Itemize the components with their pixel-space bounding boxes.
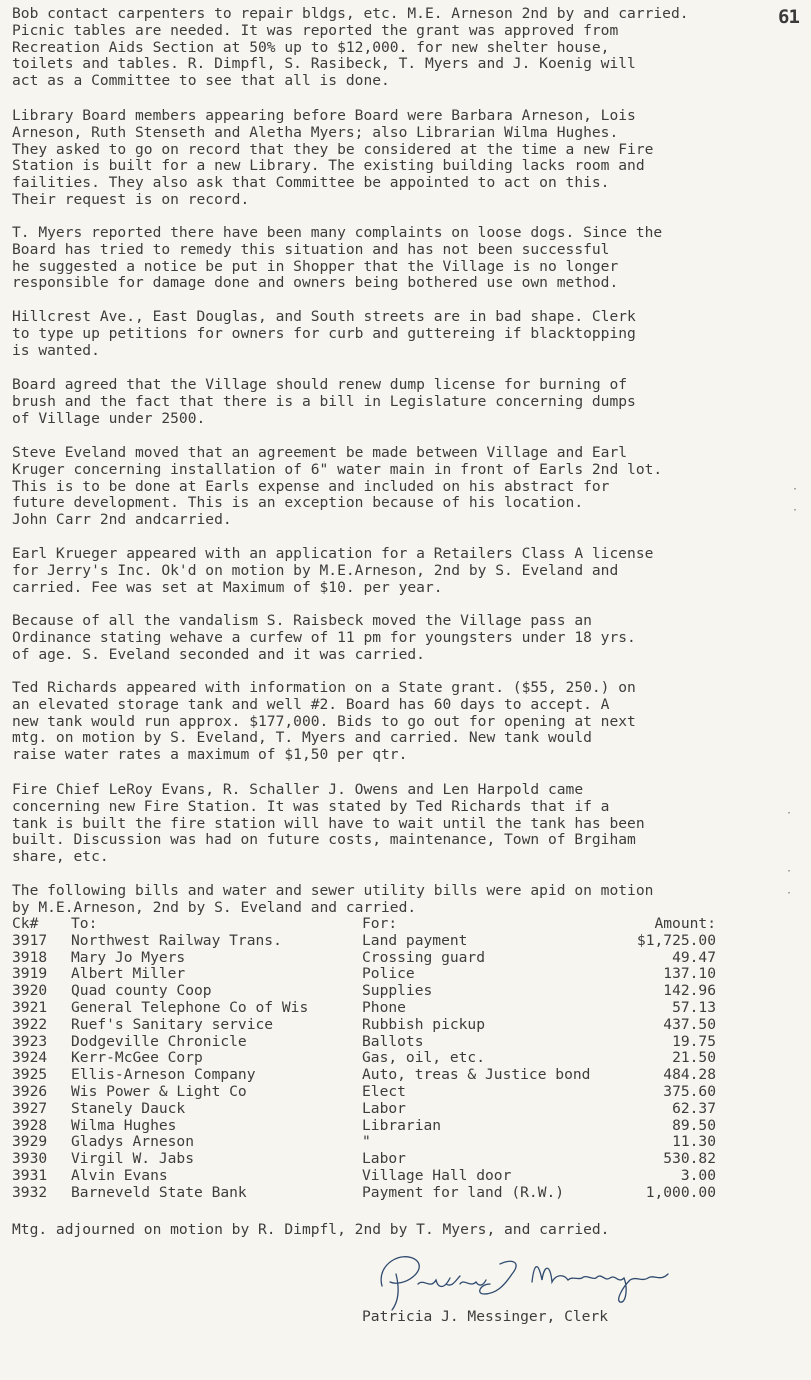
check-number: 3928 (12, 1116, 48, 1134)
paragraph-line: Fire Chief LeRoy Evans, R. Schaller J. Owens and Len Harpold came (12, 782, 584, 798)
table-row (12, 966, 732, 983)
minutes-paragraph (12, 883, 782, 917)
check-number: 3921 (12, 998, 48, 1016)
purpose: Rubbish pickup (362, 1015, 486, 1033)
check-number: 3929 (12, 1133, 48, 1151)
payee: Albert Miller (71, 965, 186, 983)
paragraph-line: The following bills and water and sewer utility bills were apid on motion (12, 883, 654, 899)
table-row (12, 1134, 732, 1151)
payee: Dodgeville Chronicle (71, 1032, 247, 1050)
paragraph-line: brush and the fact that there is a bill in Legislature concerning dumps (12, 393, 636, 410)
paragraph-line: tank is built the fire station will have to wait until the tank has been (12, 815, 645, 832)
clerk-name-line: Patricia J. Messinger, Clerk (362, 1308, 609, 1325)
check-number: 3918 (12, 948, 48, 966)
payee: Mary Jo Myers (71, 948, 186, 966)
purpose: Supplies (362, 982, 433, 1000)
paragraph-line: to type up petitions for owners for curb and guttereing if blacktopping (12, 325, 636, 342)
check-number: 3927 (12, 1099, 48, 1117)
amount: 57.13 (672, 998, 716, 1016)
paragraph-line: of age. S. Eveland seconded and it was carried. (12, 646, 425, 663)
paragraph-line: Bob contact carpenters to repair bldgs, etc. M.E. Arneson 2nd by and carried. (12, 6, 689, 22)
payee: Alvin Evans (71, 1166, 168, 1184)
paragraph-line: Steve Eveland moved that an agreement be made between Village and Earl (12, 445, 628, 461)
paragraph-line: Their request is on record. (12, 191, 250, 208)
paragraph-line: for Jerry's Inc. Ok'd on motion by M.E.Arneson, 2nd by S. Eveland and (12, 562, 619, 579)
check-number: 3923 (12, 1032, 48, 1050)
purpose: Police (362, 965, 415, 983)
paragraph-line: built. Discussion was had on future costs, maintenance, Town of Brgiham (12, 832, 636, 849)
paragraph-line: he suggested a notice be put in Shopper that the Village is no longer (12, 258, 619, 275)
paragraph-line: new tank would run approx. $177,000. Bids to go out for opening at next (12, 713, 636, 730)
purpose: Payment for land (R.W.) (362, 1183, 565, 1201)
amount: 3.00 (680, 1166, 716, 1184)
table-row (12, 1017, 732, 1034)
paragraph-line: raise water rates a maximum of $1,50 per qtr. (12, 747, 408, 764)
minutes-paragraph (12, 225, 782, 292)
paragraph-line: is wanted. (12, 342, 100, 359)
payee: Ruef's Sanitary service (71, 1015, 274, 1033)
paragraph-line: Arneson, Ruth Stenseth and Aletha Myers; also Librarian Wilma Hughes. (12, 124, 619, 141)
amount-header: Amount: (654, 915, 716, 932)
amount: 437.50 (663, 1015, 716, 1033)
check-number: 3920 (12, 982, 48, 1000)
check-number: 3931 (12, 1166, 48, 1184)
margin-mark: · (792, 484, 799, 495)
table-row (12, 933, 732, 950)
purpose: Village Hall door (362, 1166, 512, 1184)
minutes-paragraph (12, 377, 782, 427)
bills-header-row (12, 916, 732, 933)
table-row (12, 1000, 732, 1017)
paragraph-line: failities. They also ask that Committee be appointed to act on this. (12, 175, 610, 192)
to-header: To: (71, 915, 98, 932)
amount: 11.30 (672, 1133, 716, 1151)
paragraph-line: share, etc. (12, 849, 109, 866)
payee: Ellis-Arneson Company (71, 1066, 256, 1084)
purpose: Librarian (362, 1116, 442, 1134)
payee: General Telephone Co of Wis (71, 998, 309, 1016)
payee: Quad county Coop (71, 982, 212, 1000)
check-number: 3932 (12, 1183, 48, 1201)
check-number: 3922 (12, 1015, 48, 1033)
amount: 1,000.00 (645, 1183, 716, 1201)
paragraph-line: Because of all the vandalism S. Raisbeck moved the Village pass an (12, 613, 592, 629)
payee: Stanely Dauck (71, 1099, 186, 1117)
purpose: Auto, treas & Justice bond (362, 1066, 591, 1084)
paragraph-line: toilets and tables. R. Dimpfl, S. Rasibeck, T. Myers and J. Koenig will (12, 56, 636, 73)
paragraph-line: act as a Committee to see that all is done. (12, 73, 390, 90)
amount: 530.82 (663, 1150, 716, 1168)
check-number: 3930 (12, 1150, 48, 1168)
table-row (12, 1101, 732, 1118)
margin-mark: · (786, 808, 793, 819)
amount: 137.10 (663, 965, 716, 983)
table-row (12, 983, 732, 1000)
payee: Kerr-McGee Corp (71, 1049, 203, 1067)
payee: Virgil W. Jabs (71, 1150, 195, 1168)
check-number: 3924 (12, 1049, 48, 1067)
paragraph-line: future development. This is an exception because of his location. (12, 495, 584, 512)
paragraph-line: T. Myers reported there have been many complaints on loose dogs. Since the (12, 225, 663, 241)
table-row (12, 950, 732, 967)
check-number: 3917 (12, 931, 48, 949)
paragraph-line: mtg. on motion by S. Eveland, T. Myers and carried. New tank would (12, 730, 592, 747)
for-header: For: (362, 915, 398, 932)
minutes-paragraph (12, 309, 782, 359)
purpose: Elect (362, 1082, 406, 1100)
amount: 484.28 (663, 1066, 716, 1084)
paragraph-line: Earl Krueger appeared with an application for a Retailers Class A license (12, 546, 654, 562)
purpose: Gas, oil, etc. (362, 1049, 486, 1067)
paragraph-line: Library Board members appearing before Board were Barbara Arneson, Lois (12, 108, 636, 124)
table-row (12, 1067, 732, 1084)
amount: 19.75 (672, 1032, 716, 1050)
paragraph-line: by M.E.Arneson, 2nd by S. Eveland and carried. (12, 899, 417, 916)
purpose: " (362, 1133, 371, 1151)
paragraph-line: Board has tried to remedy this situation and has not been successful (12, 241, 610, 258)
paragraph-line: Board agreed that the Village should renew dump license for burning of (12, 377, 628, 393)
paragraph-line: responsible for damage done and owners being bothered use own method. (12, 275, 619, 292)
amount: $1,725.00 (636, 931, 716, 949)
paragraph-line: Kruger concerning installation of 6" water main in front of Earls 2nd lot. (12, 461, 663, 478)
paragraph-line: an elevated storage tank and well #2. Board has 60 days to accept. A (12, 696, 610, 713)
purpose: Labor (362, 1099, 406, 1117)
paragraph-line: Recreation Aids Section at 50% up to $12,000. for new shelter house, (12, 39, 610, 56)
paragraph-line: Station is built for a new Library. The existing building lacks room and (12, 158, 645, 175)
bills-table (12, 916, 732, 1202)
purpose: Crossing guard (362, 948, 486, 966)
amount: 375.60 (663, 1082, 716, 1100)
paragraph-line: of Village under 2500. (12, 410, 206, 427)
table-row (12, 1084, 732, 1101)
minutes-paragraph (12, 445, 782, 529)
margin-mark: · (786, 888, 793, 899)
table-row (12, 1151, 732, 1168)
margin-mark: · (786, 866, 793, 877)
paragraph-line: carried. Fee was set at Maximum of $10. per year. (12, 579, 443, 596)
amount: 49.47 (672, 948, 716, 966)
margin-mark: · (792, 505, 799, 516)
ck-header: Ck# (12, 915, 39, 932)
paragraph-line: Ted Richards appeared with information on a State grant. ($55, 250.) on (12, 680, 636, 696)
closing-line: Mtg. adjourned on motion by R. Dimpfl, 2nd by T. Myers, and carried. (12, 1222, 610, 1238)
purpose: Ballots (362, 1032, 424, 1050)
purpose: Phone (362, 998, 406, 1016)
minutes-paragraph (12, 6, 782, 90)
paragraph-line: John Carr 2nd andcarried. (12, 512, 232, 529)
purpose: Labor (362, 1150, 406, 1168)
table-row (12, 1168, 732, 1185)
payee: Wilma Hughes (71, 1116, 177, 1134)
paragraph-line: Hillcrest Ave., East Douglas, and South streets are in bad shape. Clerk (12, 309, 636, 325)
page-number: 61 (778, 6, 799, 28)
minutes-paragraph (12, 613, 782, 663)
table-row (12, 1034, 732, 1051)
minutes-paragraph (12, 680, 782, 764)
paragraph-line: Ordinance stating wehave a curfew of 11 pm for youngsters under 18 yrs. (12, 629, 636, 646)
payee: Northwest Railway Trans. (71, 931, 282, 949)
table-row (12, 1185, 732, 1202)
table-row (12, 1118, 732, 1135)
amount: 21.50 (672, 1049, 716, 1067)
payee: Gladys Arneson (71, 1133, 195, 1151)
minutes-paragraph (12, 782, 782, 866)
signature-image (372, 1244, 692, 1314)
amount: 142.96 (663, 982, 716, 1000)
paragraph-line: They asked to go on record that they be considered at the time a new Fire (12, 141, 654, 158)
check-number: 3925 (12, 1066, 48, 1084)
minutes-paragraph (12, 108, 782, 209)
paragraph-line: concerning new Fire Station. It was stated by Ted Richards that if a (12, 798, 610, 815)
amount: 89.50 (672, 1116, 716, 1134)
payee: Barneveld State Bank (71, 1183, 247, 1201)
check-number: 3919 (12, 965, 48, 983)
check-number: 3926 (12, 1082, 48, 1100)
paragraph-line: This is to be done at Earls expense and included on his abstract for (12, 478, 610, 495)
table-row (12, 1050, 732, 1067)
amount: 62.37 (672, 1099, 716, 1117)
purpose: Land payment (362, 931, 468, 949)
payee: Wis Power & Light Co (71, 1082, 247, 1100)
paragraph-line: Picnic tables are needed. It was reported the grant was approved from (12, 22, 619, 39)
minutes-paragraph (12, 546, 782, 596)
